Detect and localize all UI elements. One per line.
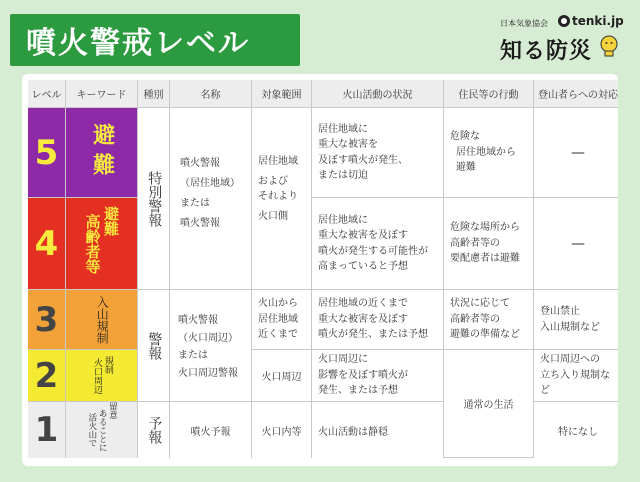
name-special-warning: 噴火警報 （居住地域） または 噴火警報 — [170, 108, 252, 290]
type-forecast: 予報 — [138, 402, 170, 458]
header-level: レベル — [28, 80, 66, 108]
header-range: 対象範囲 — [252, 80, 312, 108]
name-forecast: 噴火予報 — [170, 402, 252, 458]
level-4-keyword: 高齢者等 避難 — [66, 198, 138, 290]
climbers-level-5: — — [534, 108, 618, 198]
page-title: 噴火警戒レベル — [10, 14, 300, 66]
tenki-logo-icon — [558, 15, 570, 27]
level-4-number: 4 — [28, 198, 66, 290]
level-5-number: 5 — [28, 108, 66, 198]
activity-level-4: 居住地域に 重大な被害を及ぼす 噴火が発生する可能性が 高まっていると予想 — [312, 198, 444, 290]
volcano-level-table — [28, 80, 618, 458]
header-activity: 火山活動の状況 — [312, 80, 444, 108]
climbers-level-3: 登山禁止 入山規制など — [534, 290, 618, 350]
climbers-level-2: 火口周辺への 立ち入り規制など — [534, 350, 618, 402]
residents-level-5: 危険な 居住地域から 避難 — [444, 108, 534, 198]
type-special-warning: 特別警報 — [138, 108, 170, 290]
residents-level-2-1: 通常の生活 — [444, 350, 534, 458]
activity-level-3: 居住地域の近くまで 重大な被害を及ぼす 噴火が発生、または予想 — [312, 290, 444, 350]
level-1-keyword: 活火山で あることに 留意 — [66, 402, 138, 458]
logo-shiru-bousai: 知る防災 — [500, 39, 593, 64]
range-level-1: 火口内等 — [252, 402, 312, 458]
residents-level-3: 状況に応じて 高齢者等の 避難の準備など — [444, 290, 534, 350]
climbers-level-1: 特になし — [558, 426, 598, 438]
range-level-3: 火山から 居住地域 近くまで — [252, 290, 312, 350]
name-warning: 噴火警報 （火口周辺） または 火口周辺警報 — [170, 290, 252, 402]
header-keyword: キーワード — [66, 80, 138, 108]
activity-level-1: 火山活動は静穏 — [312, 402, 444, 458]
lightbulb-mascot-icon — [598, 34, 620, 60]
header-residents: 住民等の行動 — [444, 80, 534, 108]
level-3-keyword: 入山規制 — [66, 290, 138, 350]
logo — [492, 14, 632, 68]
header-name: 名称 — [170, 80, 252, 108]
logo-org-text: 日本気象協会 — [500, 19, 548, 28]
level-2-number: 2 — [28, 350, 66, 402]
level-1-number: 1 — [28, 402, 66, 458]
level-5-keyword: 避難 — [66, 108, 138, 198]
logo-tenki: tenki.jp — [558, 14, 624, 28]
volcano-level-table-card — [22, 74, 618, 466]
header-type: 種別 — [138, 80, 170, 108]
level-2-keyword: 火口周辺 規制 — [66, 350, 138, 402]
range-level-2: 火口周辺 — [252, 350, 312, 402]
level-3-number: 3 — [28, 290, 66, 350]
header-climbers: 登山者らへの対応 — [534, 80, 618, 108]
climbers-level-4: — — [534, 198, 618, 290]
residents-level-4: 危険な場所から 高齢者等の 要配慮者は避難 — [444, 198, 534, 290]
type-warning: 警報 — [138, 290, 170, 402]
range-special: 居住地域 および それより 火口側 — [252, 108, 312, 290]
activity-level-2: 火口周辺に 影響を及ぼす噴火が 発生、または予想 — [312, 350, 444, 402]
activity-level-5: 居住地域に 重大な被害を 及ぼす噴火が発生、 または切迫 — [312, 108, 444, 198]
